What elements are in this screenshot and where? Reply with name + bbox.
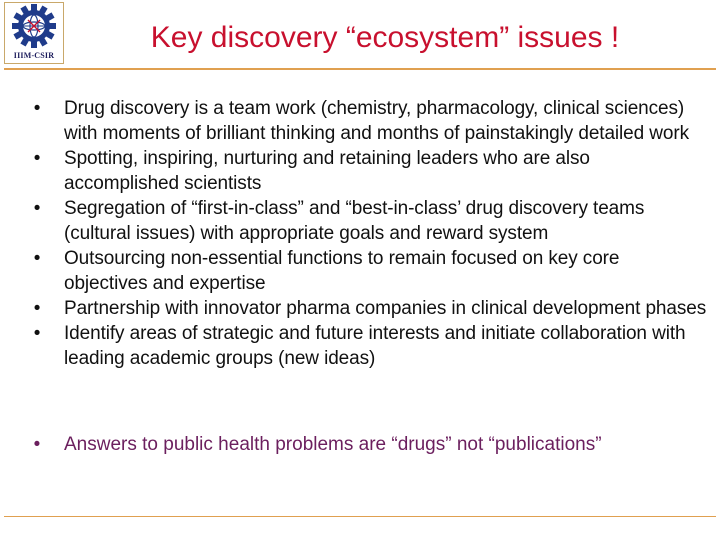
list-item [28,146,708,196]
bullet-text: Spotting, inspiring, nurturing and retaining leaders who are also accomplished scientists [64,148,590,194]
bullet-list [28,96,708,371]
bullet-glyph: • [33,298,41,319]
bullet-text: Segregation of “first-in-class” and “best-in-class’ drug discovery teams (cultural issues) with appropriate goals and reward system [64,198,645,244]
footer-divider [4,516,716,517]
bullet-text: Identify areas of strategic and future interests and initiate collaboration with leading academic groups (new ideas) [64,323,686,369]
conclusion-text: Answers to public health problems are “drugs” not “publications” [64,434,602,455]
bullet-glyph: • [33,434,41,455]
bullet-text: Partnership with innovator pharma companies in clinical development phases [64,298,707,319]
bullet-glyph: • [33,148,41,169]
conclusion-bullet [28,432,718,457]
bullet-glyph: • [33,248,41,269]
list-item [28,246,708,296]
logo-text: IIIM-CSIR [13,51,55,60]
bullet-glyph: • [33,323,41,344]
list-item [28,96,708,146]
bullet-text: Drug discovery is a team work (chemistry, pharmacology, clinical sciences) with moments of brilliant thinking and months of painstakingly detailed work [64,98,690,144]
list-item [28,296,708,321]
list-item [28,321,708,371]
bullet-glyph: • [33,98,41,119]
csir-logo [4,2,64,64]
title-divider [4,68,716,70]
bullet-glyph: • [33,198,41,219]
list-item [28,196,708,246]
slide-title: Key discovery “ecosystem” issues ! [150,21,620,54]
gear-globe-icon [5,3,63,49]
bullet-text: Outsourcing non-essential functions to remain focused on key core objectives and expertise [64,248,620,294]
